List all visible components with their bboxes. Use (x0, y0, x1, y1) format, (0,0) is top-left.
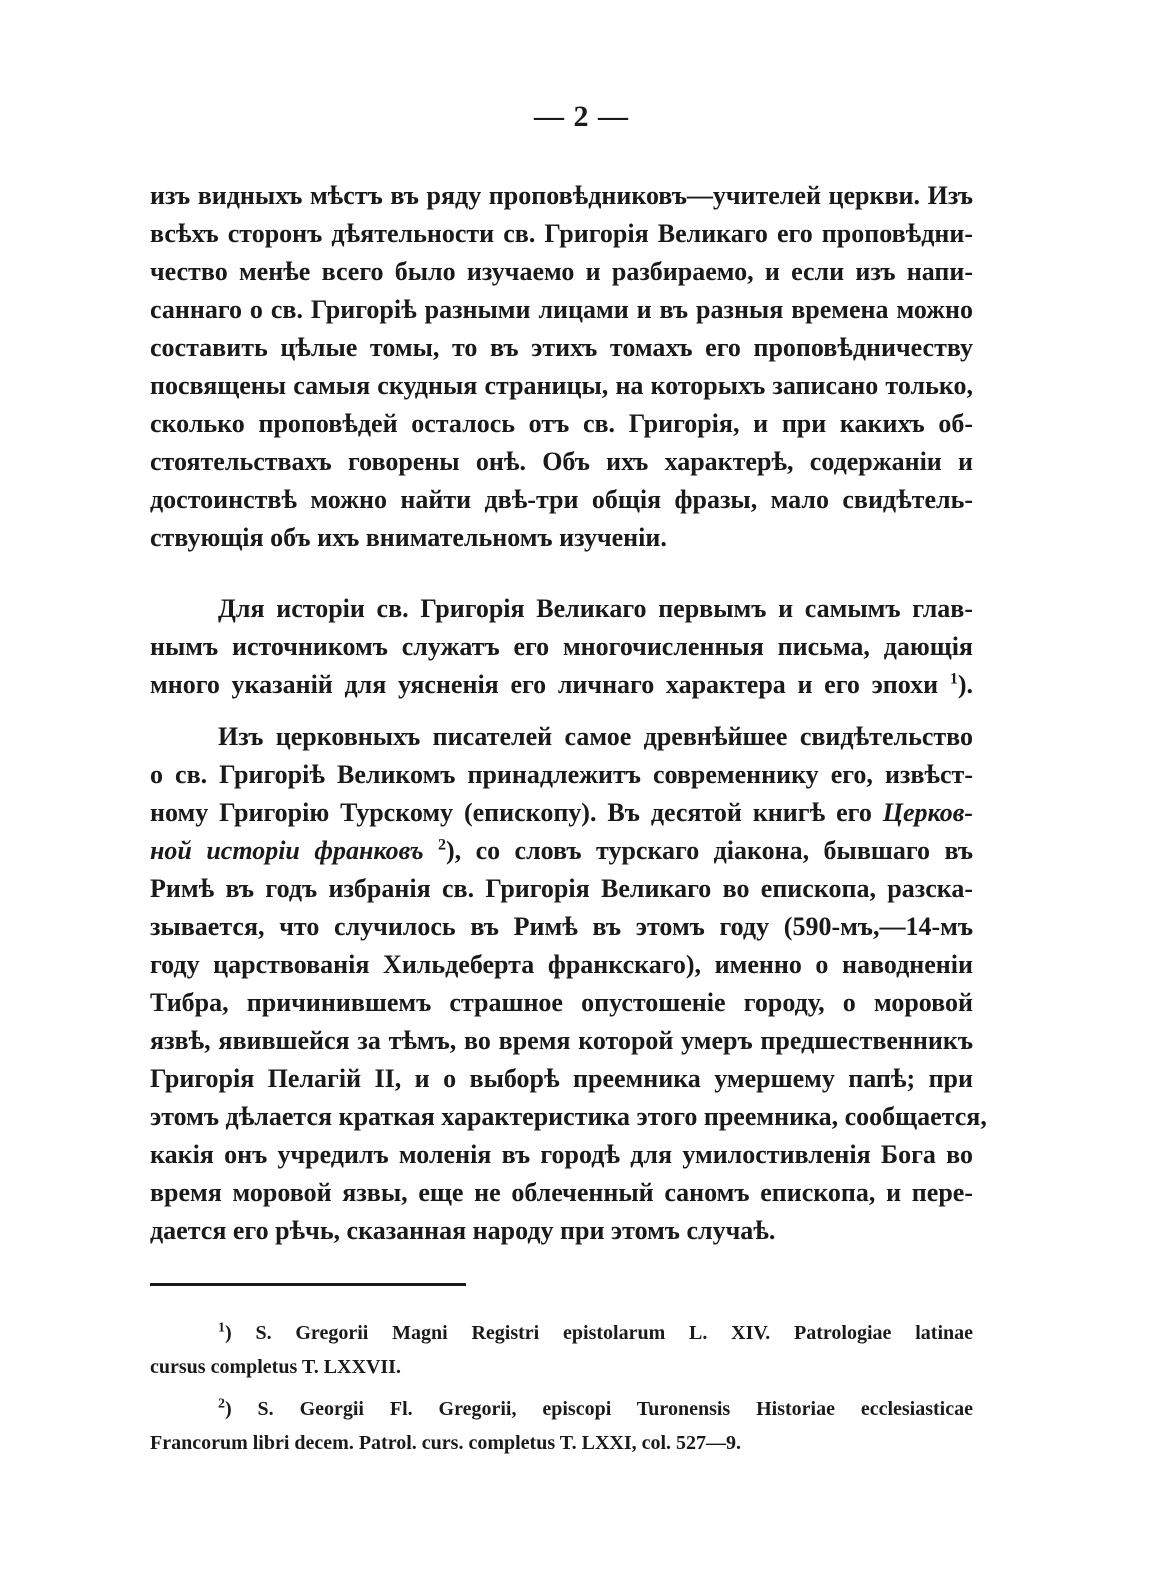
book-title-italic: ной исторіи франковъ (150, 836, 424, 865)
text-line: Римѣ въ годъ избранія св. Григорія Великаго во епископа, разска- (150, 874, 973, 903)
footnote-marker: 1 (218, 1320, 225, 1336)
footnote-text: ) S. Gregorii Magni Registri epistolarum L. XIV. Patrologiae latinae (225, 1322, 973, 1344)
text-line: году царствованія Хильдеберта франкскаго), именно о наводненіи (150, 950, 973, 979)
text-line: нымъ источникомъ служатъ его многочисленныя письма, дающія (150, 632, 973, 661)
paragraph-letters (150, 590, 973, 704)
text-line: посвящены самыя скудныя страницы, на которыхъ записано только, (150, 371, 973, 400)
footnote-reference: 2 (437, 836, 446, 854)
footnote-line: cursus completus T. LXXVII. (150, 1356, 401, 1378)
text-line: дается его рѣчь, сказанная народу при этомъ случаѣ. (150, 1216, 776, 1245)
footnote-separator (150, 1283, 466, 1286)
text-line: Для исторіи св. Григорія Великаго первымъ и самымъ глав- (218, 594, 973, 623)
text-line: время моровой язвы, еще не облеченный саномъ епископа, и пере- (150, 1178, 973, 1207)
text-line (150, 666, 973, 704)
text-line: Григорія Пелагій II, и о выборѣ преемника умершему папѣ; при (150, 1064, 973, 1093)
footnote-marker: 2 (218, 1396, 225, 1412)
text-line: достоинствѣ можно найти двѣ-три общія фразы, мало свидѣтель- (150, 485, 973, 514)
text-line: Изъ церковныхъ писателей самое древнѣйшее свидѣтельство (218, 722, 973, 751)
text-fragment: много указаній для уясненія его личнаго характера и его эпохи (150, 670, 950, 699)
text-line: стоятельствахъ говорены онѣ. Объ ихъ характерѣ, содержаніи и (150, 447, 973, 476)
text-line: о св. Григоріѣ Великомъ принадлежитъ современнику его, извѣст- (150, 760, 973, 789)
footnotes (150, 1316, 973, 1460)
text-line: Тибра, причинившемъ страшное опустошеніе городу, о моровой (150, 988, 973, 1017)
page-number: — 2 — (534, 100, 629, 133)
text-fragment: ), со словъ турскаго діакона, бывшаго въ (445, 836, 973, 865)
footnote-line (150, 1392, 973, 1426)
text-line: ствующія объ ихъ внимательномъ изученіи. (150, 523, 667, 552)
text-line: саннаго о св. Григоріѣ разными лицами и въ разныя времена можно (150, 295, 973, 324)
text-line: этомъ дѣлается краткая характеристика этого преемника, сообщается, (150, 1102, 987, 1131)
footnote-reference: 1 (949, 670, 958, 688)
text-fragment: ному Григорію Турскому (епископу). Въ десятой книгѣ его (150, 798, 883, 827)
text-line: чество менѣе всего было изучаемо и разбираемо, и если изъ напи- (150, 257, 973, 286)
paragraph-continuation (150, 177, 973, 557)
text-fragment: ). (957, 670, 973, 699)
paragraph-gregory-of-tours (150, 718, 987, 1250)
text-line: изъ видныхъ мѣстъ въ ряду проповѣдниковъ—учителей церкви. Изъ (150, 181, 973, 210)
footnote-text: ) S. Georgii Fl. Gregorii, episcopi Turonensis Historiae ecclesiasticae (225, 1398, 973, 1420)
text-line: всѣхъ сторонъ дѣятельности св. Григорія Великаго его проповѣдни- (150, 219, 973, 248)
footnote-line: Francorum libri decem. Patrol. curs. completus T. LXXI, col. 527—9. (150, 1432, 742, 1454)
text-line: сколько проповѣдей осталось отъ св. Григорія, и при какихъ об- (150, 409, 973, 438)
text-line: зывается, что случилось въ Римѣ въ этомъ году (590-мъ,—14-мъ (150, 912, 973, 941)
footnote-line (150, 1316, 973, 1350)
text-line: составить цѣлые томы, то въ этихъ томахъ его проповѣдничеству (150, 333, 973, 362)
text-line: какія онъ учредилъ моленія въ городѣ для умилостивленія Бога во (150, 1140, 973, 1169)
text-line (150, 794, 973, 832)
text-line (150, 832, 973, 870)
book-title-italic: Церков- (882, 798, 973, 827)
text-line: язвѣ, явившейся за тѣмъ, во время которой умеръ предшественникъ (150, 1026, 973, 1055)
